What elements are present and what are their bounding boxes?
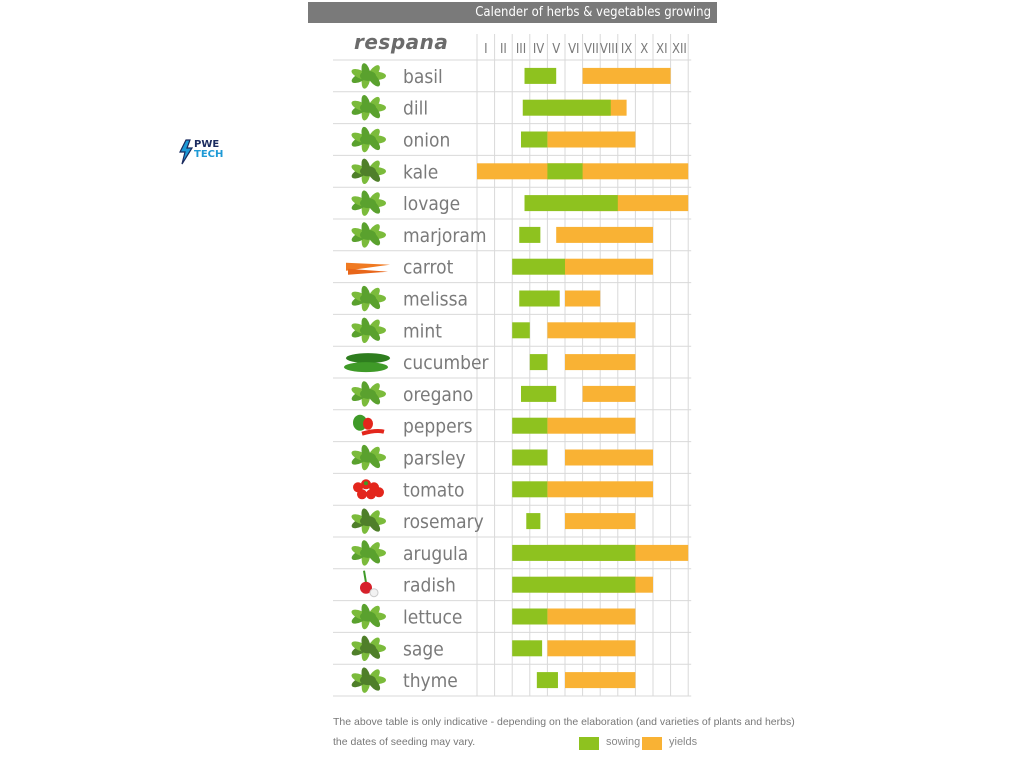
plant-label: oregano xyxy=(403,383,474,406)
sowing-bar xyxy=(525,68,557,84)
carrot-icon xyxy=(346,263,390,275)
sage-icon xyxy=(350,635,386,662)
sowing-bar xyxy=(519,227,540,243)
plant-label: basil xyxy=(403,65,443,88)
yield-bar xyxy=(547,132,635,148)
yield-bar xyxy=(565,450,653,466)
legend-sowing-swatch xyxy=(579,737,599,750)
yield-bar xyxy=(565,354,635,370)
sowing-bar xyxy=(521,132,547,148)
plant-label: peppers xyxy=(403,415,473,438)
plant-label: lettuce xyxy=(403,606,463,629)
month-label: VI xyxy=(568,42,580,57)
sowing-bar xyxy=(512,609,547,625)
sowing-bar xyxy=(512,418,547,434)
thyme-icon xyxy=(350,666,386,693)
plant-label: melissa xyxy=(403,288,468,311)
month-label: XI xyxy=(656,42,668,57)
sowing-bar xyxy=(530,354,548,370)
yield-bar xyxy=(583,68,671,84)
plant-label: onion xyxy=(403,129,451,152)
logo-line2: TECH xyxy=(194,149,224,160)
month-label: IX xyxy=(620,42,633,57)
sowing-bar xyxy=(523,100,611,116)
sowing-bar xyxy=(525,195,618,211)
basil-icon xyxy=(350,62,386,89)
logo-line1: PWE xyxy=(194,139,220,150)
yield-bar xyxy=(547,418,635,434)
plant-label: thyme xyxy=(403,670,458,693)
peppers-icon xyxy=(353,415,384,434)
legend-yields-label: yields xyxy=(669,736,698,748)
plant-label: tomato xyxy=(403,479,465,502)
brand-name: respana xyxy=(354,30,449,54)
month-label: VIII xyxy=(599,42,619,57)
sowing-bar xyxy=(512,545,635,561)
sowing-bar xyxy=(512,259,565,275)
plant-label: sage xyxy=(403,638,444,661)
yield-bar xyxy=(547,640,635,656)
month-label: IV xyxy=(532,42,545,57)
sowing-bar xyxy=(526,513,540,529)
month-label: XII xyxy=(671,42,687,57)
plant-label: carrot xyxy=(403,256,454,279)
month-label: V xyxy=(552,42,561,57)
yield-bar xyxy=(583,386,636,402)
plant-label: dill xyxy=(403,97,429,120)
plant-label: kale xyxy=(403,161,439,184)
footnote-line2: the dates of seeding may vary. xyxy=(333,736,476,748)
cucumber-icon xyxy=(344,353,390,372)
plant-label: rosemary xyxy=(403,511,484,534)
yield-bar xyxy=(565,291,600,307)
sowing-bar xyxy=(512,640,542,656)
plant-label: lovage xyxy=(403,193,461,216)
yield-bar xyxy=(547,322,635,338)
month-label: I xyxy=(484,42,488,57)
month-label: VII xyxy=(583,42,599,57)
dill-icon xyxy=(350,94,386,121)
mint-icon xyxy=(350,317,386,344)
onion-icon xyxy=(350,126,386,153)
plant-label: arugula xyxy=(403,542,469,565)
month-label: III xyxy=(515,42,527,57)
chart-title: Calender of herbs & vegetables growing xyxy=(475,5,711,20)
legend-yields-swatch xyxy=(642,737,662,750)
plant-label: cucumber xyxy=(403,352,489,375)
month-label: X xyxy=(640,42,649,57)
sowing-bar xyxy=(512,322,530,338)
plant-label: radish xyxy=(403,574,456,597)
oregano-icon xyxy=(350,380,386,407)
plant-label: parsley xyxy=(403,447,466,470)
lettuce-icon xyxy=(350,603,386,630)
yield-bar xyxy=(556,227,653,243)
sowing-bar xyxy=(537,672,558,688)
lovage-icon xyxy=(350,189,386,216)
rosemary-icon xyxy=(350,507,386,534)
sowing-bar xyxy=(547,163,582,179)
arugula-icon xyxy=(350,539,386,566)
sowing-bar xyxy=(512,481,547,497)
month-label: II xyxy=(499,42,507,57)
yield-bar xyxy=(547,609,635,625)
sowing-bar xyxy=(512,450,547,466)
legend-sowing-label: sowing xyxy=(606,736,641,748)
marjoram-icon xyxy=(350,221,386,248)
yield-bar xyxy=(565,513,635,529)
radish-icon xyxy=(360,571,378,597)
yield-bar xyxy=(565,259,653,275)
plant-label: marjoram xyxy=(403,224,487,247)
plant-label: mint xyxy=(403,320,442,343)
melissa-icon xyxy=(350,285,386,312)
tomato-icon xyxy=(353,479,384,499)
sowing-bar xyxy=(519,291,559,307)
footnote-line1: The above table is only indicative - depending on the elaboration (and varieties of plants and herbs) xyxy=(333,716,795,728)
kale-icon xyxy=(350,158,386,185)
sowing-bar xyxy=(512,577,635,593)
sowing-bar xyxy=(521,386,556,402)
yield-bar xyxy=(565,672,635,688)
yield-bar xyxy=(547,481,653,497)
parsley-icon xyxy=(350,444,386,471)
